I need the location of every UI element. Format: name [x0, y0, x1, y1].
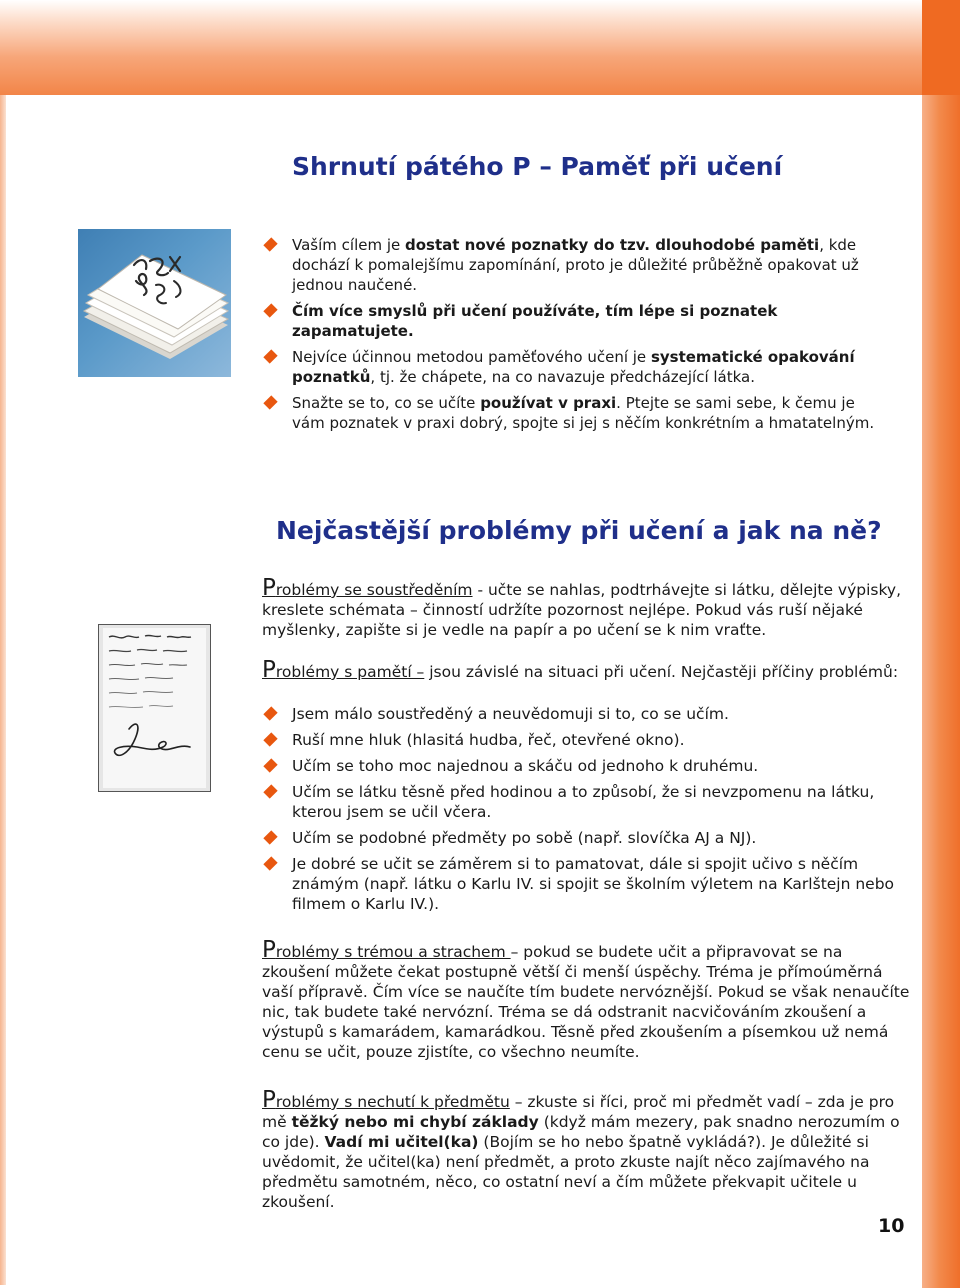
corner-accent-block — [922, 0, 960, 95]
section-heading: Nejčastější problémy při učení a jak na ně? — [276, 516, 882, 545]
diamond-bullet-icon — [263, 758, 277, 772]
diamond-bullet-icon — [263, 349, 277, 363]
concentration-paragraph: Problémy se soustředěním - učte se nahlas, podtrhávejte si látku, dělejte výpisky, kreslete schémata – činností udržíte pozornost nejlépe. Pokud vás ruší nějaké myšlenky, zapište si je vedle na papír a po učení se k nim vraťte. — [262, 575, 902, 639]
memory-heading: Problémy s pamětí – — [262, 657, 425, 683]
cause-item: Učím se toho moc najednou a skáču od jednoho k druhému. — [262, 756, 912, 776]
cause-item: Učím se podobné předměty po sobě (např. slovíčka AJ a NJ). — [262, 828, 912, 848]
subject-paragraph: Problémy s nechutí k předmětu – zkuste si říci, proč mi předmět vadí – zda je pro mě těžký nebo mi chybí základy (když mám mezery, pak snadno nerozumím o co jde). Vadí mi učitel(ka) (Bojím se ho nebo špatně vykládá?). Je důležité si uvědomit, že učitel(ka) není předmět, a proto zkuste najít něco zajímavého na předmětu samotném, něco, co ostatní neví a čím můžete překvapit učitele u zkoušení. — [262, 1087, 900, 1211]
concentration-heading: Problémy se soustředěním — [262, 575, 473, 601]
summary-item — [262, 347, 882, 387]
summary-text: Nejvíce účinnou metodou paměťového učení je systematické opakování poznatků, tj. že chápete, na co navazuje předcházející látka. — [292, 348, 855, 386]
cause-item: Ruší mne hluk (hlasitá hudba, řeč, otevřené okno). — [262, 730, 912, 750]
diamond-bullet-icon — [263, 856, 277, 870]
handwritten-note-image — [98, 624, 211, 792]
header-gradient-band — [0, 0, 960, 95]
memory-causes-list — [262, 704, 912, 920]
cause-item: Učím se látku těsně před hodinou a to způsobí, že si nevzpomenu na látku, kterou jsem se učil včera. — [262, 782, 912, 822]
page-number: 10 — [878, 1215, 905, 1237]
diamond-bullet-icon — [263, 237, 277, 251]
diamond-bullet-icon — [263, 732, 277, 746]
memory-paragraph: Problémy s pamětí – jsou závislé na situaci při učení. Nejčastěji příčiny problémů: — [262, 657, 899, 683]
cause-item: Je dobré se učit se záměrem si to pamatovat, dále si spojit učivo s něčím známým (např. látku o Karlu IV. si spojit se školním výletem na Karlštejn nebo filmem o Karlu IV.). — [262, 854, 912, 914]
summary-text: Čím více smyslů při učení používáte, tím lépe si poznatek zapamatujete. — [292, 302, 778, 340]
diamond-bullet-icon — [263, 706, 277, 720]
memory-cards-illustration — [78, 229, 231, 377]
diamond-bullet-icon — [263, 395, 277, 409]
subject-heading: Problémy s nechutí k předmětu — [262, 1087, 510, 1113]
page-title: Shrnutí pátého P – Paměť při učení — [292, 152, 783, 181]
diamond-bullet-icon — [263, 303, 277, 317]
memory-summary-list — [262, 235, 882, 439]
handwriting-icon — [99, 625, 210, 791]
right-gradient-band — [922, 0, 960, 1288]
summary-item — [262, 393, 882, 433]
stress-heading: Problémy s trémou a strachem — [262, 937, 511, 963]
summary-text: Snažte se to, co se učíte používat v praxi. Ptejte se sami sebe, k čemu je vám poznatek v praxi dobrý, spojte si jej s něčím konkrétním a hmatatelným. — [292, 394, 875, 432]
summary-text: Vaším cílem je dostat nové poznatky do tzv. dlouhodobé paměti, kde dochází k pomalejšímu zapomínání, proto je důležité průběžně opakovat už jednou naučené. — [292, 236, 859, 294]
summary-item — [262, 301, 882, 341]
summary-item — [262, 235, 882, 295]
cause-item: Jsem málo soustředěný a neuvědomuji si to, co se učím. — [262, 704, 912, 724]
diamond-bullet-icon — [263, 830, 277, 844]
diamond-bullet-icon — [263, 784, 277, 798]
stress-paragraph: Problémy s trémou a strachem – pokud se budete učit a připravovat se na zkoušení můžete čekat postupně větší či menší úspěchy. Tréma je přímoúměrná vaší přípravě. Čím více se naučíte tím budete nervóznější. Pokud se však nenaučíte nic, tak budete také nervózní. Tréma se dá odstranit nacvičováním zkoušení a výstupů s kamarádem, kamarádkou. Těsně před zkoušením a písemkou už nemá cenu se učit, pouze zjistíte, co všechno neumíte. — [262, 937, 910, 1061]
stacked-cards-icon — [78, 229, 231, 377]
